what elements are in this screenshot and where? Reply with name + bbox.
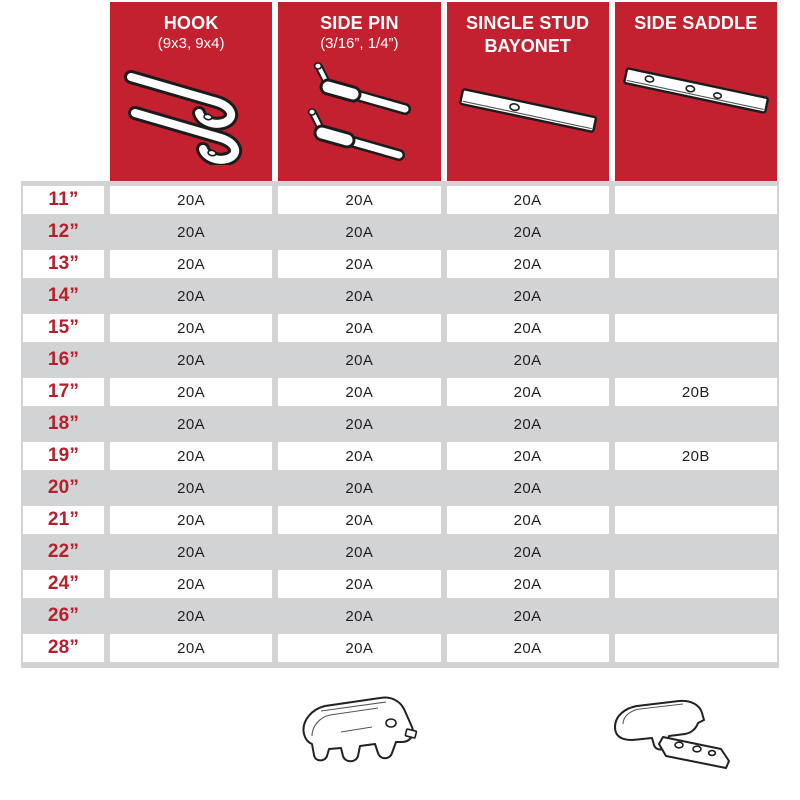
table-row: [23, 376, 777, 408]
hook-value-cell: 20A: [110, 506, 272, 534]
size-cell: 14”: [47, 285, 80, 306]
hook-value-cell: 20A: [110, 378, 272, 406]
table-row: [23, 472, 777, 504]
side-saddle-value-cell: [615, 600, 777, 632]
claw-adapter-icon: [288, 690, 428, 780]
side-pin-connector-icon: [278, 55, 440, 167]
size-cell: 19”: [23, 442, 104, 470]
size-cell: 26”: [47, 605, 80, 626]
side-saddle-value-cell: 20B: [615, 442, 777, 470]
table-row: [23, 312, 777, 344]
table-row: [23, 408, 777, 440]
hook-value-cell: 20A: [177, 287, 206, 305]
hook-value-cell: 20A: [177, 351, 206, 369]
single-stud-value-cell: 20A: [513, 351, 542, 369]
side-pin-value-cell: 20A: [345, 543, 374, 561]
hook-value-cell: 20A: [110, 314, 272, 342]
table-row: [23, 216, 777, 248]
side-pin-value-cell: 20A: [278, 442, 440, 470]
single-stud-value-cell: 20A: [447, 186, 609, 214]
hook-value-cell: 20A: [177, 223, 206, 241]
side-pin-value-cell: 20A: [345, 287, 374, 305]
side-pin-value-cell: 20A: [345, 351, 374, 369]
side-pin-value-cell: 20A: [345, 479, 374, 497]
side-pin-value-cell: 20A: [345, 223, 374, 241]
side-pin-value-cell: 20A: [345, 415, 374, 433]
side-saddle-value-cell: 20B: [615, 378, 777, 406]
side-saddle-value-cell: [615, 408, 777, 440]
saddle-adapter-icon: [605, 697, 745, 779]
table-row: [23, 600, 777, 632]
single-stud-value-cell: 20A: [513, 479, 542, 497]
hook-value-cell: 20A: [177, 543, 206, 561]
side-saddle-value-cell: [615, 472, 777, 504]
single-stud-value-cell: 20A: [447, 506, 609, 534]
side-saddle-value-cell: [615, 570, 777, 598]
single-stud-bayonet-connector-icon: [447, 59, 609, 171]
header-col-side-saddle: [615, 2, 777, 181]
header-title: SIDE SADDLE: [634, 13, 758, 33]
table-row: [23, 184, 777, 216]
side-pin-value-cell: 20A: [278, 570, 440, 598]
table-row: [23, 248, 777, 280]
size-cell: 16”: [47, 349, 80, 370]
side-pin-value-cell: 20A: [278, 634, 440, 662]
size-cell: 11”: [23, 186, 104, 214]
size-cell: 20”: [47, 477, 80, 498]
table-row: [23, 632, 777, 664]
header-title: SIDE PIN: [320, 13, 399, 33]
hook-value-cell: 20A: [110, 250, 272, 278]
side-pin-value-cell: 20A: [278, 314, 440, 342]
table-header: [110, 2, 777, 181]
header-subtitle: (9x3, 9x4): [157, 34, 225, 52]
side-saddle-value-cell: [615, 250, 777, 278]
side-saddle-value-cell: [615, 314, 777, 342]
single-stud-value-cell: 20A: [513, 287, 542, 305]
single-stud-value-cell: 20A: [447, 442, 609, 470]
side-saddle-connector-icon: [615, 37, 777, 149]
size-cell: 28”: [23, 634, 104, 662]
single-stud-value-cell: 20A: [447, 634, 609, 662]
side-pin-value-cell: 20A: [278, 378, 440, 406]
hook-value-cell: 20A: [110, 634, 272, 662]
header-col-single-stud: [447, 2, 609, 181]
size-cell: 17”: [23, 378, 104, 406]
side-saddle-value-cell: [615, 634, 777, 662]
hook-connector-icon: [110, 55, 272, 167]
size-cell: 21”: [23, 506, 104, 534]
size-cell: 24”: [23, 570, 104, 598]
hook-value-cell: 20A: [110, 442, 272, 470]
side-pin-value-cell: 20A: [345, 607, 374, 625]
side-pin-value-cell: 20A: [278, 250, 440, 278]
hook-value-cell: 20A: [110, 570, 272, 598]
single-stud-value-cell: 20A: [447, 314, 609, 342]
single-stud-value-cell: 20A: [447, 250, 609, 278]
side-pin-value-cell: 20A: [278, 186, 440, 214]
table-row: [23, 280, 777, 312]
side-saddle-value-cell: [615, 536, 777, 568]
size-cell: 18”: [47, 413, 80, 434]
table-row: [23, 504, 777, 536]
header-title: SINGLE STUD: [466, 13, 590, 33]
table-row: [23, 568, 777, 600]
hook-value-cell: 20A: [110, 186, 272, 214]
size-cell: 22”: [47, 541, 80, 562]
single-stud-value-cell: 20A: [447, 378, 609, 406]
header-subtitle: (3/16”, 1/4”): [320, 34, 399, 52]
side-saddle-value-cell: [615, 186, 777, 214]
table-row: [23, 440, 777, 472]
header-title: HOOK: [163, 13, 219, 33]
side-saddle-value-cell: [615, 344, 777, 376]
size-cell: 12”: [47, 221, 80, 242]
single-stud-value-cell: 20A: [447, 570, 609, 598]
side-saddle-value-cell: [615, 280, 777, 312]
header-col-hook: [110, 2, 272, 181]
header-subtitle: BAYONET: [484, 35, 571, 56]
single-stud-value-cell: 20A: [513, 223, 542, 241]
size-cell: 13”: [23, 250, 104, 278]
table-row: [23, 344, 777, 376]
hook-value-cell: 20A: [177, 479, 206, 497]
hook-value-cell: 20A: [177, 607, 206, 625]
hook-value-cell: 20A: [177, 415, 206, 433]
side-pin-value-cell: 20A: [278, 506, 440, 534]
single-stud-value-cell: 20A: [513, 607, 542, 625]
table-body: [21, 181, 779, 668]
header-col-side-pin: [278, 2, 440, 181]
side-saddle-value-cell: [615, 506, 777, 534]
size-cell: 15”: [23, 314, 104, 342]
side-saddle-value-cell: [615, 216, 777, 248]
single-stud-value-cell: 20A: [513, 415, 542, 433]
table-row: [23, 536, 777, 568]
single-stud-value-cell: 20A: [513, 543, 542, 561]
